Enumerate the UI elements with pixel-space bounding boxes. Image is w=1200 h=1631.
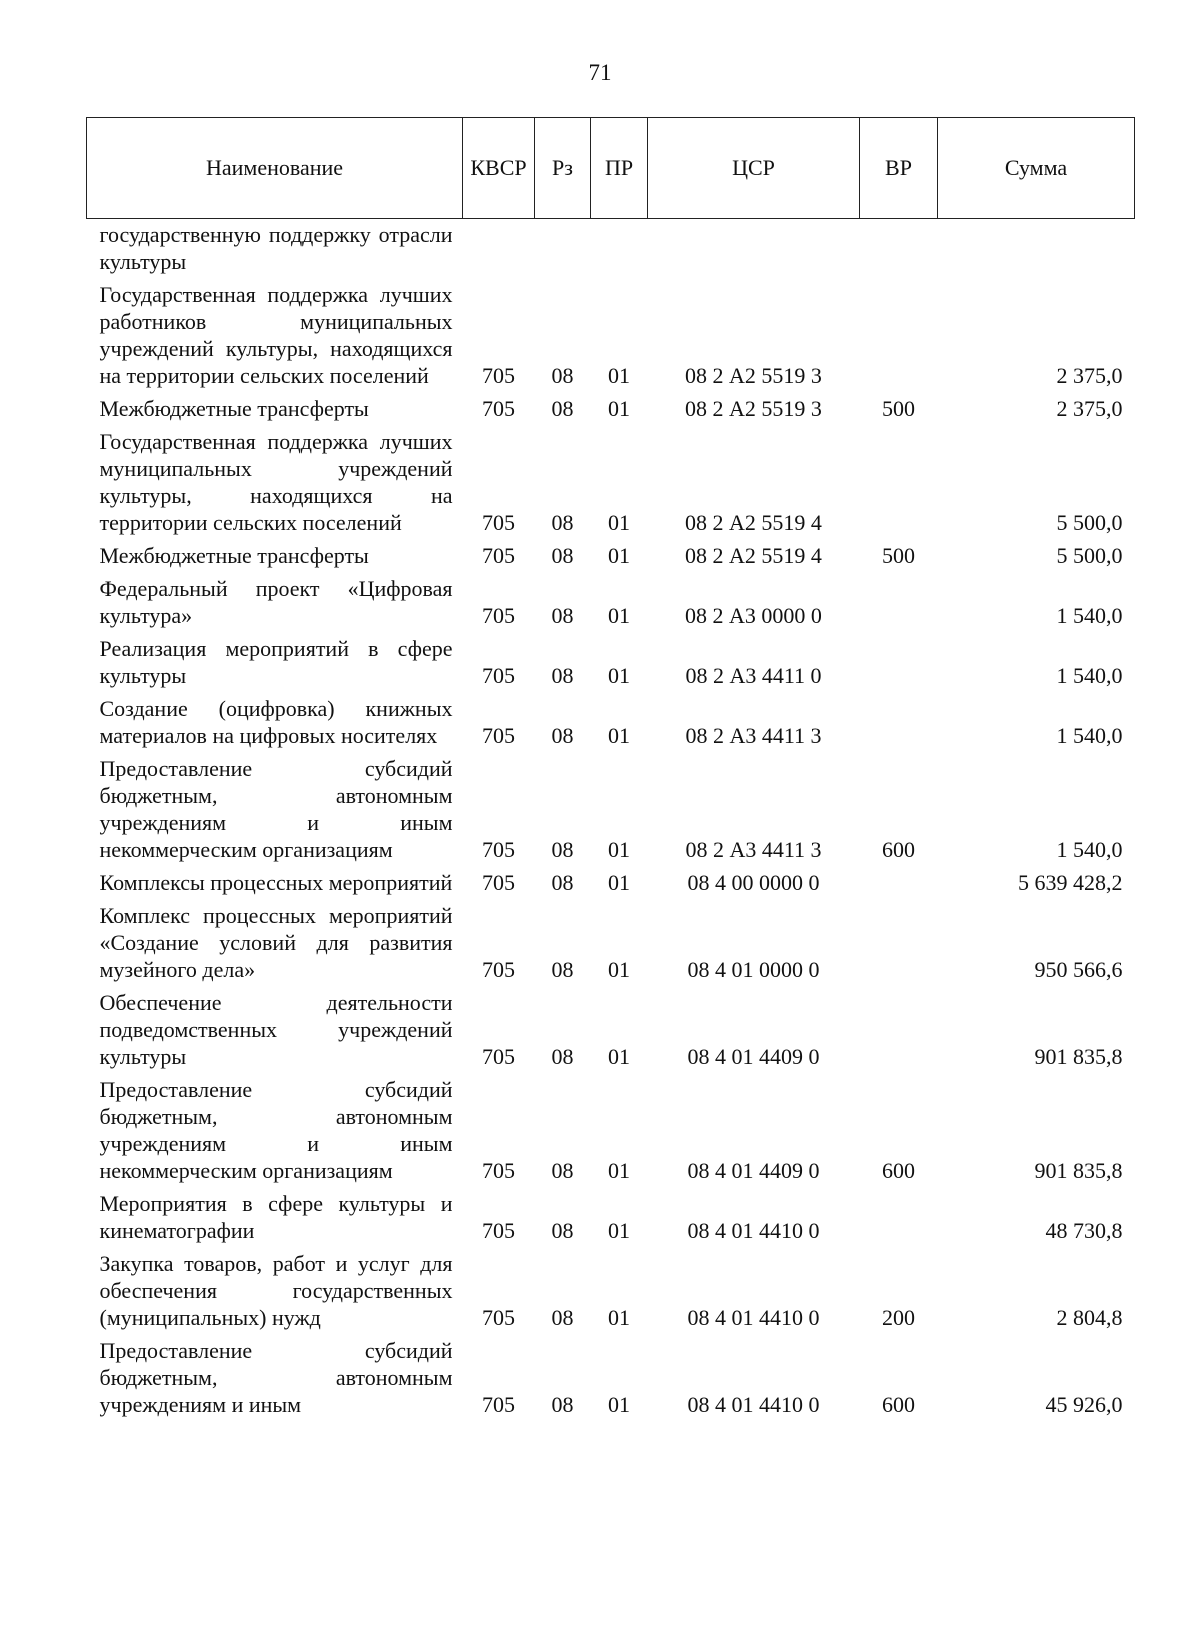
cell-pr: 01 xyxy=(608,396,630,421)
cell-kvsr: 705 xyxy=(482,870,515,895)
cell-pr xyxy=(591,219,648,280)
cell-vr xyxy=(860,279,938,393)
cell-csr: 08 4 01 4410 0 xyxy=(687,1392,820,1417)
header-row xyxy=(87,118,1135,219)
cell-vr xyxy=(860,987,938,1074)
cell-rz: 08 xyxy=(551,1305,574,1330)
cell-sum: 5 500,0 xyxy=(1056,543,1123,568)
header-kvsr: КВСР xyxy=(463,118,535,219)
table-row xyxy=(87,1188,1135,1248)
cell-pr: 01 xyxy=(608,1392,630,1417)
cell-kvsr: 705 xyxy=(482,1218,515,1243)
cell-pr: 01 xyxy=(608,663,630,688)
table-row xyxy=(87,1335,1135,1422)
cell-rz: 08 xyxy=(551,1392,574,1417)
header-sum: Сумма xyxy=(938,118,1135,219)
cell-vr xyxy=(860,1188,938,1248)
cell-pr: 01 xyxy=(608,510,630,535)
cell-kvsr: 705 xyxy=(482,603,515,628)
cell-rz: 08 xyxy=(551,957,574,982)
header-vr: ВР xyxy=(860,118,938,219)
table-row xyxy=(87,393,1135,426)
cell-name: Предоставление субсидий бюджетным, автономным учреждениям и иным некоммерческим организациям xyxy=(99,1077,453,1183)
table-row xyxy=(87,987,1135,1074)
cell-vr xyxy=(860,219,938,280)
cell-csr: 08 2 А2 5519 4 xyxy=(685,543,822,568)
cell-pr: 01 xyxy=(608,543,630,568)
table-body xyxy=(87,219,1135,1423)
cell-rz: 08 xyxy=(551,870,574,895)
cell-csr xyxy=(648,219,860,280)
cell-name: государственную поддержку отрасли культуры xyxy=(99,222,453,274)
cell-vr xyxy=(860,633,938,693)
cell-name: Межбюджетные трансферты xyxy=(99,543,369,568)
cell-rz xyxy=(535,219,591,280)
table-row xyxy=(87,633,1135,693)
cell-sum: 2 804,8 xyxy=(1056,1305,1123,1330)
header-csr: ЦСР xyxy=(648,118,860,219)
cell-rz: 08 xyxy=(551,837,574,862)
budget-table xyxy=(86,117,1135,1422)
cell-csr: 08 2 А3 0000 0 xyxy=(685,603,822,628)
cell-rz: 08 xyxy=(551,396,574,421)
cell-rz: 08 xyxy=(551,663,574,688)
cell-name: Обеспечение деятельности подведомственных учреждений культуры xyxy=(99,990,453,1069)
table-row xyxy=(87,540,1135,573)
cell-pr: 01 xyxy=(608,1218,630,1243)
cell-csr: 08 2 А3 4411 3 xyxy=(685,723,822,748)
cell-kvsr: 705 xyxy=(482,543,515,568)
cell-rz: 08 xyxy=(551,1218,574,1243)
cell-csr: 08 4 01 4410 0 xyxy=(687,1218,820,1243)
cell-sum: 901 835,8 xyxy=(1034,1044,1123,1069)
cell-vr: 600 xyxy=(882,1392,915,1417)
table-row xyxy=(87,279,1135,393)
cell-pr: 01 xyxy=(608,723,630,748)
table-row xyxy=(87,900,1135,987)
cell-vr: 600 xyxy=(882,1158,915,1183)
table-row xyxy=(87,693,1135,753)
cell-vr xyxy=(860,426,938,540)
cell-csr: 08 4 01 4410 0 xyxy=(687,1305,820,1330)
cell-vr xyxy=(860,867,938,900)
cell-sum: 45 926,0 xyxy=(1045,1392,1123,1417)
cell-sum: 1 540,0 xyxy=(1056,723,1123,748)
cell-name: Федеральный проект «Цифровая культура» xyxy=(99,576,453,628)
cell-rz: 08 xyxy=(551,723,574,748)
cell-kvsr: 705 xyxy=(482,663,515,688)
cell-name: Закупка товаров, работ и услуг для обеспечения государственных (муниципальных) нужд xyxy=(99,1251,453,1330)
cell-rz: 08 xyxy=(551,543,574,568)
cell-name: Предоставление субсидий бюджетным, автономным учреждениям и иным xyxy=(99,1338,453,1417)
cell-sum: 1 540,0 xyxy=(1056,663,1123,688)
cell-pr: 01 xyxy=(608,837,630,862)
cell-csr: 08 2 А3 4411 0 xyxy=(685,663,822,688)
cell-csr: 08 4 00 0000 0 xyxy=(687,870,820,895)
table-row xyxy=(87,426,1135,540)
cell-vr xyxy=(860,573,938,633)
cell-kvsr: 705 xyxy=(482,1044,515,1069)
cell-name: Государственная поддержка лучших работников муниципальных учреждений культуры, находящихся на территории сельских поселений xyxy=(99,282,453,388)
cell-sum: 901 835,8 xyxy=(1034,1158,1123,1183)
cell-rz: 08 xyxy=(551,1158,574,1183)
cell-kvsr: 705 xyxy=(482,723,515,748)
cell-vr: 500 xyxy=(882,543,915,568)
cell-sum: 1 540,0 xyxy=(1056,837,1123,862)
table-row xyxy=(87,1074,1135,1188)
cell-name: Комплексы процессных мероприятий xyxy=(99,870,453,895)
cell-sum: 1 540,0 xyxy=(1056,603,1123,628)
cell-kvsr: 705 xyxy=(482,837,515,862)
cell-pr: 01 xyxy=(608,1044,630,1069)
cell-csr: 08 4 01 0000 0 xyxy=(687,957,820,982)
cell-pr: 01 xyxy=(608,1305,630,1330)
cell-sum: 5 639 428,2 xyxy=(1018,870,1123,895)
cell-vr xyxy=(860,900,938,987)
cell-rz: 08 xyxy=(551,603,574,628)
table-header xyxy=(87,118,1135,219)
cell-kvsr: 705 xyxy=(482,1305,515,1330)
cell-csr: 08 4 01 4409 0 xyxy=(687,1158,820,1183)
cell-kvsr: 705 xyxy=(482,363,515,388)
cell-pr: 01 xyxy=(608,363,630,388)
cell-csr: 08 4 01 4409 0 xyxy=(687,1044,820,1069)
cell-kvsr: 705 xyxy=(482,1158,515,1183)
cell-name: Межбюджетные трансферты xyxy=(99,396,369,421)
table-row xyxy=(87,753,1135,867)
cell-sum: 5 500,0 xyxy=(1056,510,1123,535)
table-row xyxy=(87,867,1135,900)
cell-vr: 600 xyxy=(882,837,915,862)
cell-rz: 08 xyxy=(551,1044,574,1069)
table-row xyxy=(87,1248,1135,1335)
header-pr: ПР xyxy=(591,118,648,219)
page-number: 71 xyxy=(588,60,612,85)
table-row xyxy=(87,573,1135,633)
cell-csr: 08 2 А3 4411 3 xyxy=(685,837,822,862)
cell-kvsr: 705 xyxy=(482,510,515,535)
cell-name: Создание (оцифровка) книжных материалов на цифровых носителях xyxy=(99,696,453,748)
cell-name: Предоставление субсидий бюджетным, автономным учреждениям и иным некоммерческим организациям xyxy=(99,756,453,862)
header-rz: Рз xyxy=(535,118,591,219)
cell-sum: 48 730,8 xyxy=(1045,1218,1123,1243)
cell-sum xyxy=(938,219,1135,280)
cell-vr: 500 xyxy=(882,396,915,421)
cell-kvsr: 705 xyxy=(482,957,515,982)
cell-sum: 950 566,6 xyxy=(1034,957,1123,982)
cell-name: Реализация мероприятий в сфере культуры xyxy=(99,636,453,688)
cell-rz: 08 xyxy=(551,363,574,388)
cell-csr: 08 2 А2 5519 4 xyxy=(685,510,822,535)
cell-pr: 01 xyxy=(608,870,630,895)
cell-vr: 200 xyxy=(882,1305,915,1330)
cell-name: Комплекс процессных мероприятий «Создание условий для развития музейного дела» xyxy=(99,903,453,982)
cell-pr: 01 xyxy=(608,957,630,982)
cell-name: Мероприятия в сфере культуры и кинематографии xyxy=(99,1191,453,1243)
header-name: Наименование xyxy=(87,118,463,219)
cell-sum: 2 375,0 xyxy=(1056,396,1123,421)
cell-csr: 08 2 А2 5519 3 xyxy=(685,363,822,388)
cell-pr: 01 xyxy=(608,1158,630,1183)
cell-rz: 08 xyxy=(551,510,574,535)
cell-name: Государственная поддержка лучших муниципальных учреждений культуры, находящихся на территории сельских поселений xyxy=(99,429,453,535)
budget-table-container xyxy=(86,117,1134,1422)
cell-kvsr: 705 xyxy=(482,1392,515,1417)
cell-csr: 08 2 А2 5519 3 xyxy=(685,396,822,421)
cell-vr xyxy=(860,693,938,753)
table-row xyxy=(87,219,1135,280)
cell-kvsr xyxy=(463,219,535,280)
cell-pr: 01 xyxy=(608,603,630,628)
cell-kvsr: 705 xyxy=(482,396,515,421)
cell-sum: 2 375,0 xyxy=(1056,363,1123,388)
